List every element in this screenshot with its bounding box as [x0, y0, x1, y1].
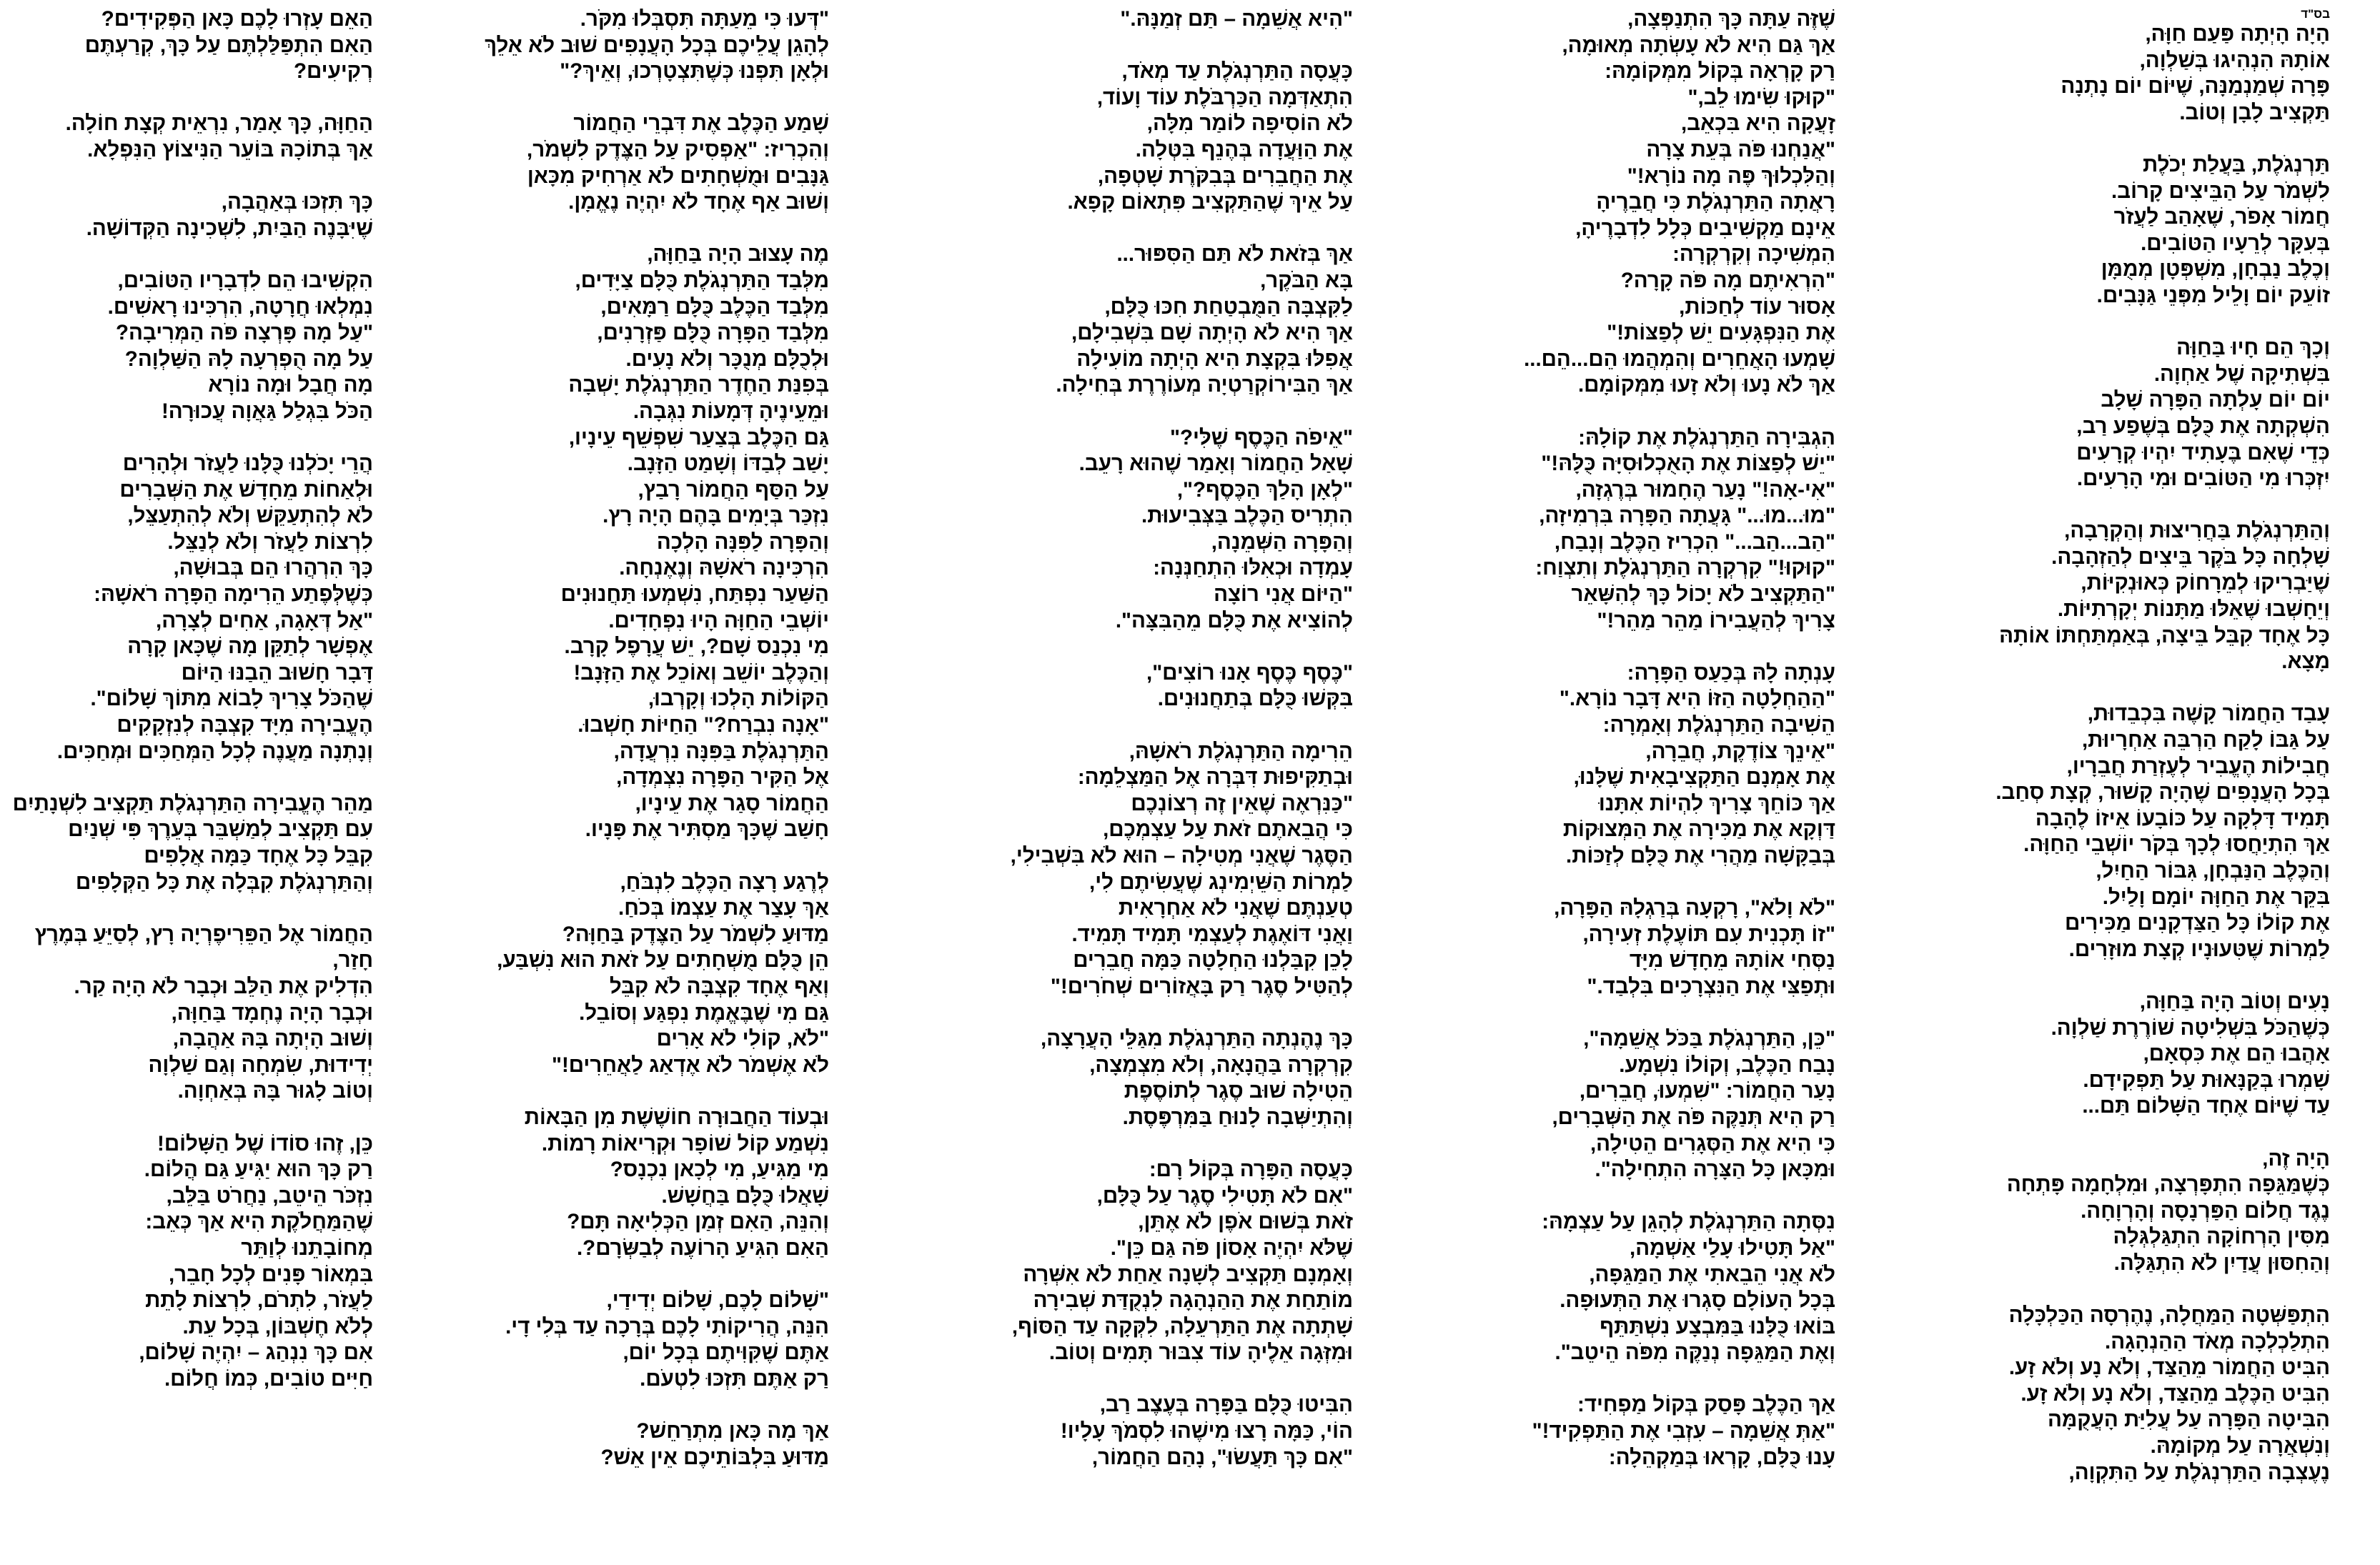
poem-line: עַל הַסַּף הַחֲמוֹר רָבַץ,: [638, 477, 829, 502]
poem-line: מִסִּין הָרְחוֹקָה הִתְגַּלְגְּלָה: [2113, 1225, 2330, 1249]
poem-line: אֶל הַקִּיר הַפָּרָה נִצְמְדָה,: [616, 765, 829, 790]
poem-line: הִתְלַכְלְכָה מְאֹד הַהַנְהָגָה.: [2105, 1329, 2330, 1353]
poem-line: אַךְ גַּם הִיא לֹא עָשְׂתָה מְאוּמָה,: [1562, 33, 1835, 57]
poem-line: הִבִּיט הַחֲמוֹר מֵהַצַּד, וְלֹא נָע וְלֹא זָע.: [2008, 1356, 2330, 1380]
poem-line: הֶעֱבִירָה מִיָּד קִצְבָּה לְנִזְקָקִים: [116, 713, 373, 737]
poem-line: הַאִם הִגִּיעַ הָרוֹעֶה לְבַשְּׂרָם?.: [576, 1236, 829, 1260]
poem-line: הוֹי, כַּמָּה רָצוּ מִישֶׁהוּ לִסְמֹךְ עָלָיו!: [1060, 1419, 1353, 1444]
stanza: [1873, 989, 2330, 1120]
poem-line: "יֵשׁ לְפַצּוֹת אֶת הָאֻכְלוּסִיָּה כֻּלָּהּ!": [1541, 452, 1835, 476]
stanza: [1378, 660, 1835, 870]
poem-line: קִבֵּל כָּל אֶחָד כַּמָּה אֲלָפִים: [144, 844, 373, 868]
poem-line: הִבִּיטוּ כֻּלָּם בַּפָּרָה בְּעֶצֶב רַב,: [1099, 1393, 1353, 1417]
poem-line: רָאֲתָה הַתַּרְנְגֹלֶת כִּי חֲבֵרֶיהָ: [1596, 190, 1835, 214]
poem-line: אֶת הַוַּעֲדָה בְּהֶנֵף בִּטְּלָה.: [1135, 137, 1353, 162]
stanza: [0, 268, 373, 425]
poem-line: כָּעֲסָה הַפָּרָה בְּקוֹל רָם:: [1149, 1158, 1353, 1182]
poem-line: אֶת אָמְנָם הַתַּקְצִיבָאִית שֶׁלָּנוּ,: [1573, 765, 1835, 790]
poem-line: גַּם מִי שֶׁבֶּאֱמֶת נִפְגַּע וְסוֹבֵל.: [579, 1000, 829, 1025]
poem-line: שֶׁזֶּה עַתָּה כָּךְ הִתְנַפְּצָה,: [1627, 7, 1835, 31]
poem-line: אַךְ הִיא לֹא הָיְתָה שָׁם בִּשְׁבִילָם,: [1071, 321, 1353, 345]
poem-line: "קוּקוּ!" קִרְקְרָה הַתַּרְנְגֹלֶת וְתִצְוַח:: [1535, 556, 1835, 580]
poem-column-5: [0, 6, 373, 1419]
poem-line: הַתַּרְנְגֹלֶת בַּפִּנָּה נִרְעֲדָה,: [613, 739, 829, 763]
stanza: [329, 1288, 829, 1392]
poem-line: "לֹא וָלֹא", רָקְעָה בְּרַגְלָהּ הַפָּרָה,: [1554, 896, 1835, 920]
poem-line: מִלְּבַד הַפָּרָה כֻּלָּם פַּזְרָנִים,: [597, 321, 829, 345]
poem-line: שֶׁהַכֹּל צָרִיךְ לָבוֹא מִתּוֹךְ שָׁלוֹם".: [90, 687, 373, 711]
poem-line: וְהַפָּרָה לַפִּנָּה הָלְכָה: [656, 530, 829, 554]
poem-line: הֵשִׁיבָה הַתַּרְנְגֹלֶת וְאָמְרָה:: [1602, 713, 1835, 737]
poem-column-2: [1378, 6, 1835, 1497]
poem-line: בִּמְאוֹר פָּנִים לְכָל חָבֵר,: [168, 1262, 373, 1286]
stanza: [881, 660, 1353, 712]
poem-line: וּמֵעֵינֶיהָ דְּמָעוֹת נִגְּבָה.: [633, 399, 829, 423]
poem-line: וְאַף אֶחָד קִצְבָּה לֹא קִבֵּל: [609, 974, 829, 998]
poem-line: "אָנָה נִבְרַח?" הַחַיּוֹת חָשְׁבוּ.: [577, 713, 829, 737]
stanza: [881, 59, 1353, 216]
poem-line: הִתְרִיס הַכֶּלֶב בַּצְּבִיעוּת.: [1141, 504, 1353, 528]
poem-line: מִי נִכְנַס שָׁם?, יֵשׁ עֲרָפֶל קָרָב.: [564, 635, 829, 659]
poem-line: "הַהַחְלָטָה הַזּוֹ הִיא דָּבָר נוֹרָא.": [1559, 687, 1835, 711]
poem-line: כְּדֵי שֶׁאִם בֶּעָתִיד יִהְיוּ קְרָעִים: [2076, 440, 2330, 464]
poem-line: הֵן כֻּלָּם מֻשְׁחָתִים עַל זֹאת הוּא נִשְׁבַּע,: [497, 948, 829, 973]
poem-line: הִמְשִׁיכָה וְקִרְקְרָה:: [1672, 242, 1835, 267]
poem-line: וְהַפָּרָה הַשְּׁמֵנָה,: [1211, 530, 1353, 554]
poem-line: לְהַטִּיל סֶגֶר רַק בָּאֲזוֹרִים שְׁחֹרִים!": [1050, 974, 1353, 998]
poem-line: "מוּ...מוּ..." גָּעֲתָה הַפָּרָה בִּרְמִיזָה,: [1539, 504, 1835, 528]
poem-line: אֵינָם מַקְשִׁיבִים כְּלָל לִדְבָרֶיהָ,: [1575, 216, 1835, 240]
poem-line: הַקּוֹלוֹת הָלְכוּ וְקָרְבוּ,: [648, 687, 829, 711]
poem-line: שָׁלְחָה כָּל בֹּקֶר בֵּיצִים לְהַזְהָבָה.: [2051, 545, 2330, 569]
poem-line: "אֵיפֹה הַכֶּסֶף שֶׁלִּי?": [1170, 425, 1353, 449]
poem-line: הַכֹּל בִּגְלַל גַּאֲוָה עֲכוּרָה!: [161, 399, 373, 423]
poem-line: "קוּקוּ שִׂימוּ לֵב,": [1687, 85, 1835, 109]
poem-line: אַךְ הַכֶּלֶב פָּסַק בְּקוֹל מַפְחִיד:: [1577, 1393, 1835, 1417]
poem-line: בְּבַקָּשָׁה מַהֲרִי אֶת כֻּלָּם לְזַכּוֹת.: [1566, 844, 1835, 868]
poem-line: וְטוֹב לָגוּר בָּהּ בְּאַחְוָה.: [177, 1079, 373, 1103]
poem-line: "אִי-אָה!" נָעַר הֶחָמוּר בְּרֶגְזָה,: [1575, 477, 1835, 502]
poem-line: אֶפְשָׁר לְתַקֵּן מָה שֶׁכָּאן קָרָה: [127, 635, 373, 659]
stanza: [1873, 21, 2330, 126]
poem-line: וְהַחִסּוּן עֲדַיִן לֹא הִתְגַּלָּה.: [2113, 1251, 2330, 1275]
poem-line: שָׁמְרוּ בְּקַנָּאוּת עַל תַּפְקִידָם.: [2083, 1068, 2330, 1092]
poem-line: הַאֵם עָזְרוּ לָכֶם כָּאן הַפְּקִידִים?: [101, 7, 373, 31]
poem-line: כִּי הִיא אֶת הַסְּגָרִים הֵטִילָה,: [1590, 1131, 1835, 1156]
stanza: [881, 425, 1353, 635]
poem-line: בִּקְּשׁוּ כֻּלָּם בְּתַחֲנוּנִים.: [1157, 687, 1353, 711]
poem-line: נִמְלְאוּ חֲרָטָה, הִרְכִּינוּ רָאשִׁים.: [107, 294, 373, 319]
poem-line: שָׁמְעוּ הָאֲחֵרִים וְהִמְהֲמוּ הֵם...הֵם...: [1524, 347, 1835, 371]
poem-line: וְהַלִּכְלוּךְ פֶּה מָה נוֹרָא!": [1627, 164, 1835, 188]
poem-line: "אִם כָּךְ תַּעֲשׂוּ", נָהַם הַחֲמוֹר,: [1091, 1445, 1353, 1469]
poem-line: אַתֶּם שֶׁקִּוִּיתֶם בְּכָל יוֹם,: [623, 1341, 829, 1365]
stanza: [329, 6, 829, 85]
poem-line: וְהִכְרִיז: "אַפְסִיק עַל הַצֶּדֶק לִשְׁמֹר,: [527, 137, 829, 162]
poem-line: וְיֵחָשְׁבוּ שֶׁאֵלּוּ מַתָּנוֹת יְקָרְתִיּוֹת.: [2057, 597, 2330, 622]
poem-line: וַאֲנִי דּוֹאֶגֶת לְעַצְמִי תָּמִיד תָּמִיד.: [1071, 922, 1353, 946]
poem-line: דָּבָר חָשׁוּב הֵבַנּוּ הַיּוֹם: [181, 660, 373, 685]
poem-line: בְּכָל הָעוֹלָם סָגְרוּ אֶת הַתְּעוּפָה.: [1560, 1288, 1835, 1313]
poem-line: הֲרֵי יָכֹלְנוּ כֻּלָּנוּ לַעֲזֹר וּלְהָרִים: [122, 452, 373, 476]
poem-line: וְהִנֵּה, הַאִם זְמַן הַכְּלִיאָה תָּם?: [567, 1210, 829, 1234]
poem-line: "כֶּסֶף כֶּסֶף אָנוּ רוֹצִים",: [1146, 660, 1353, 685]
poem-line: הִתְאַדְּמָה הַכַּרְבֹּלֶת עוֹד וָעוֹד,: [1096, 85, 1353, 109]
poem-line: אַךְ הִתְיַחֲסוּ לְכָךְ בְּקֹר יוֹשְׁבֵי הַחַוָּה.: [2023, 833, 2330, 857]
poem-line: תַּקְצִיב לָבָן וְטוֹב.: [2179, 100, 2330, 124]
poem-line: רַק כָּךְ הוּא יַגִּיעַ גַּם הֲלוֹם.: [144, 1158, 373, 1182]
poem-line: הֵטִילָה שׁוּב סֶגֶר לְתוֹסֶפֶת: [1124, 1079, 1353, 1103]
poem-line: מֶה עָצוּב הָיָה בַּחַוָּה,: [647, 242, 829, 267]
poem-line: זָעֲקָה הִיא בִּכְאֵב,: [1681, 111, 1835, 136]
poem-line: הֵרִימָה הַתַּרְנְגֹלֶת רֹאשָׁהּ,: [1129, 739, 1353, 763]
poem-line: בְּעִקָּר לְרֵעָיו הַטּוֹבִים.: [2141, 231, 2330, 255]
poem-line: כְּשֶׁהַכֹּל בִּשְׁלִיטָה שׁוֹרֶרֶת שַׁלְוָה.: [2051, 1015, 2330, 1040]
poem-line: שֶׁהַמַּחֲלֹקֶת הִיא אַךְ כְּאֵב:: [145, 1210, 373, 1234]
poem-line: "לֹא, קוֹלִי לֹא אָרִים: [656, 1027, 829, 1051]
poem-line: יָשַׁב לְבַדּוֹ וְשָׁמַט הַזָּנָב.: [627, 452, 829, 476]
poem-line: מִלְּבַד הַכֶּלֶב כֻּלָּם רַמָּאִים,: [600, 294, 829, 319]
poem-line: שָׁמַע הַכֶּלֶב אֶת דִּבְרֵי הַחֲמוֹר: [573, 111, 829, 136]
poem-line: לָכֵן קִבַּלְנוּ הַחְלָטָה כַּמָּה חֲבֵרִים: [1073, 948, 1353, 973]
poem-line: דַּוְקָא אֶת מַכִּירָה אֶת הַמְּצוּקוֹת: [1562, 818, 1835, 842]
header-mark: בס"ד: [2301, 7, 2330, 21]
poem-line: לֹא אֲנִי הֵבֵאתִי אֶת הַמַּגֵּפָה,: [1589, 1262, 1835, 1286]
poem-line: בִּקֵּר אֶת הַחַוָּה יוֹמָם וָלַיִל.: [2102, 885, 2330, 909]
poem-line: יוֹם יוֹם עָלְתָה הַפָּרָה שָׁלָב: [2101, 388, 2330, 412]
poem-line: וּכְבָר הָיָה נֶחְמָד בַּחַוָּה,: [171, 1000, 373, 1025]
poem-line: "הִרְאִיתֶם מָה פֹּה קָרָה?: [1620, 268, 1835, 292]
poem-line: חֲמוֹר אָפֹר, שֶׁאָהַב לַעֲזֹר: [2113, 205, 2330, 229]
poem-line: אַךְ בְּתוֹכָהּ בּוֹעֵר הַנִּיצוֹץ הַנִּפְלָא.: [87, 137, 373, 162]
poem-line: לֹא אֶשְׁמֹר לֹא אֶדְאַג לַאֲחֵרִים!": [551, 1053, 829, 1077]
poem-line: זֹאת בְּשׁוּם אֹפֶן לֹא אֶתֵּן,: [1138, 1210, 1353, 1234]
poem-line: מַדּוּעַ לִשְׁמֹר עַל הַצֶּדֶק בַּחַוָּה?: [562, 922, 829, 946]
stanza: [1378, 1026, 1835, 1183]
stanza: [329, 242, 829, 843]
stanza: [1873, 1303, 2330, 1486]
poem-line: זוֹעֵק יוֹם וָלֵיל מִפְּנֵי גַּנָּבִים.: [2096, 283, 2330, 307]
poem-line: הִשְׁקְתָה אֶת כֻּלָּם בְּשֶׁפַע רַב,: [2076, 414, 2330, 438]
stanza: [881, 242, 1353, 399]
stanza: [1378, 6, 1835, 399]
poem-line: שֶׁיַּבְרִיקוּ לְמֵרָחוֹק כְּאוּנְקִיּוֹת,: [2081, 571, 2330, 595]
poem-line: שָׁאֲלוּ כֻּלָּם בַּחֲשָׁשׁ.: [661, 1183, 829, 1208]
poem-line: "לְאָן הָלַךְ הַכֶּסֶף?",: [1176, 477, 1353, 502]
poem-line: הִבִּיט הַכֶּלֶב מֵהַצַּד, וְלֹא נָע וְלֹא זָע.: [2020, 1381, 2330, 1406]
poem-line: עַל גַּבּוֹ לָקַח הַרְבֵּה אַחְרָיוּת,: [2081, 728, 2330, 752]
poem-line: מַדּוּעַ בִּלְבּוֹתֵיכֶם אֵין אֵשׁ?: [600, 1445, 829, 1469]
poem-line: אָסוּר עוֹד לְחַכּוֹת,: [1679, 294, 1835, 319]
poem-line: וּבְעוֹד הַחֲבוּרָה חוֹשֶׁשֶׁת מִן הַבָּאוֹת: [524, 1105, 829, 1129]
poem-line: עָנְתָה לָהּ בְּכַעַס הַפָּרָה:: [1627, 660, 1835, 685]
poem-line: אַךְ כּוֹחֵךְ צָרִיךְ לִהְיוֹת אִתָּנוּ: [1598, 791, 1835, 815]
poem-line: עִם תַּקְצִיב לְמַשְׁבֵּר בְּעֵרֶךְ פִּי שְׁנַיִם: [68, 818, 373, 842]
poem-line: נָבַח הַכֶּלֶב, וְקוֹלוֹ נִשְׁמָע.: [1619, 1053, 1835, 1077]
poem-line: בְּפִנַּת הַחֶדֶר הַתַּרְנְגֹלֶת יָשְׁבָה: [568, 373, 829, 397]
poem-line: רַק קָרְאָה בְּקוֹל מִמְּקוֹמָהּ:: [1605, 59, 1835, 84]
poem-line: הִבִּיטָה הַפָּרָה עַל עֲלִיַּת הָעֲקֻמָּה: [2047, 1408, 2330, 1432]
poem-line: הַשַּׁעַר נִפְתַּח, נִשְׁמְעוּ תַּחֲנוּנִים: [560, 582, 829, 607]
stanza: [881, 739, 1353, 1000]
stanza: [0, 791, 373, 895]
poem-line: כָּעֲסָה הַתַּרְנְגֹלֶת עַד מְאֹד,: [1121, 59, 1353, 84]
poem-line: נֶעֶצְבָה הַתַּרְנְגֹלֶת עַל הַתִּקְוָה,: [2068, 1460, 2330, 1484]
poem-line: שֶׁלֹּא יִהְיֶה אָסוֹן פֹּה גַּם כֵּן".: [1110, 1236, 1353, 1260]
poem-line: וְהַתַּרְנְגֹלֶת בַּחֲרִיצוּת וְהַקְרָבָה,: [2064, 519, 2330, 543]
poem-line: שֶׁיִּבָּנֶה הַבַּיִת, לִשְׁכִינָה הַקְּדוֹשָׁה.: [86, 216, 373, 240]
poem-line: "אַל תָּטִילוּ עָלַי אַשְׁמָה,: [1630, 1236, 1835, 1260]
poem-line: אִם כָּךְ נִנְהַג – יִהְיֶה שָׁלוֹם,: [139, 1341, 373, 1365]
poem-line: טְעַנְתֶּם שֶׁאֲנִי לֹא אַחְרָאִית: [1118, 896, 1353, 920]
poem-line: הִגְבִּירָה הַתַּרְנְגֹלֶת אֶת קוֹלָהּ:: [1578, 425, 1835, 449]
poem-line: כָּךְ נֶהֶנְתָה הַתַּרְנְגֹלֶת מִגַּלֵּי הָעֲרָצָה,: [1041, 1027, 1353, 1051]
poem-line: אַךְ הַבִּירוֹקְרַטְיָה מְעוֹרֶרֶת בְּחִילָה.: [1056, 373, 1353, 397]
poem-line: אָהֲבוּ הֵם אֶת כִּסְאָם,: [2143, 1042, 2330, 1066]
poem-line: וּלְאָן תִּפְנוּ כְּשֶׁתִּצְטָרְכוּ, וְאֵיךְ?": [560, 59, 829, 84]
poem-line: כֵּן, זֶהוּ סוֹדוֹ שֶׁל הַשָּׁלוֹם!: [157, 1131, 373, 1156]
stanza: [1378, 425, 1835, 635]
poem-line: עַל מָה הֻפְרְעָה לָהּ הַשַּׁלְוָה?: [124, 347, 373, 371]
poem-line: נִשְׁמַע קוֹל שׁוֹפָר וּקְרִיאוֹת רָמוֹת.: [541, 1131, 829, 1156]
poem-line: נַסְּחִי אוֹתָהּ מֵחָדָשׁ מִיָּד: [1629, 948, 1835, 973]
poem-line: הִתְפַּשְּׁטָה הַמַּחֲלָה, נֶהֶרְסָה הַכַּלְכָּלָה: [2008, 1303, 2330, 1328]
poem-line: לְהָגֵן עֲלֵיכֶם בְּכָל הָעֲנָפִים שׁוּב לֹא אֵלֵךְ: [485, 33, 829, 57]
poem-line: בְּכָל הָעֲנָפִים שֶׁהָיָה קָשׁוּר, קְצָת סְחַב.: [1995, 780, 2330, 805]
poem-line: אוֹתָהּ הִנְהִיגוּ בְּשַׁלְוָה,: [2139, 48, 2330, 72]
poem-line: מוֹתַחַת אֶת הַהַנְהָגָה לִנְקֻדַּת שְׁבִירָה: [1033, 1288, 1353, 1313]
poem-line: לְרֶגַע רָצָה הַכֶּלֶב לִנְבֹּחַ,: [620, 870, 829, 894]
stanza: [1378, 1209, 1835, 1366]
poem-column-3: [881, 6, 1353, 1497]
poem-line: אַךְ בְּזֹאת לֹא תַּם הַסִּפּוּר...: [1116, 242, 1353, 267]
poem-line: וְהַכֶּלֶב הַנַּבְחָן, גִּבּוֹר הַחַיִל,: [2096, 859, 2330, 883]
stanza: [0, 189, 373, 242]
poem-line: בִּשְׁתִיקָה שֶׁל אַחְוָה.: [2153, 362, 2330, 386]
stanza: [1378, 1392, 1835, 1471]
poem-line: וְאֶת הַמַּגֵּפָה נְנַקֶּה מִפֹּה הֵיטֵב".: [1555, 1341, 1835, 1365]
poem-line: כָּךְ הִרְהֲרוּ הֵם בְּבוּשָׁה,: [173, 556, 373, 580]
poem-line: הִקְשִׁיבוּ הֵם לִדְבָרָיו הַטּוֹבִים,: [117, 268, 373, 292]
poem-line: רַק הִיא תְּנַקֶּה פֹּה אֶת הַשְּׁבָרִים,: [1552, 1105, 1835, 1129]
stanza: [1873, 1146, 2330, 1277]
stanza: [1873, 701, 2330, 963]
stanza: [1873, 335, 2330, 492]
poem-line: "הַתַּקְצִיב לֹא יָכוֹל כָּךְ לְהִשָּׁאֵר: [1571, 582, 1835, 607]
poem-line: "כַּנִּרְאֶה שֶׁאֵין זֶה רְצוֹנְכֶם: [1131, 791, 1353, 815]
poem-line: כְּשֶׁלְּפֶתַע הֵרִימָה הַפָּרָה רֹאשָׁהּ:: [94, 582, 373, 607]
poem-line: וּמִכָּאן כָּל הַצָּרָה הִתְחִילָה".: [1595, 1158, 1835, 1182]
poem-line: בּוֹאוּ כֻּלָּנוּ בַּמִּבְצָע נִשְׁתַּתֵּף: [1600, 1314, 1835, 1338]
poem-line: וְהִתְיַשְּׁבָה לָנוּחַ בַּמִּרְפֶּסֶת.: [1122, 1105, 1353, 1129]
poem-line: בָּא הַבֹּקֶר,: [1260, 268, 1353, 292]
poem-line: עַד שֶׁיּוֹם אֶחָד הַשָּׁלוֹם תַּם...: [2082, 1094, 2330, 1118]
poem-line: וְשׁוּב הָיְתָה בָּהּ אַהֲבָה,: [172, 1027, 373, 1051]
stanza: [329, 1419, 829, 1471]
stanza: [0, 1131, 373, 1393]
poem-line: הַחֲמוֹר אֶל הַפֵּרִיפֶרְיָה רָץ, לְסַיֵּעַ בְּמֶרֶץ: [34, 922, 373, 946]
poem-line: יוֹשְׁבֵי הַחַוָּה הָיוּ נִפְחָדִים.: [608, 608, 829, 632]
stanza: [881, 1026, 1353, 1131]
poem-column-4: [329, 6, 829, 1497]
poem-line: "אֲנַחְנוּ פֹּה בְּעֵת צָרָה: [1646, 137, 1835, 162]
poem-line: "הִיא אֲשֵׁמָה – תַּם זְמַנָּהּ.": [1120, 7, 1353, 31]
poem-line: הַחַוָּה, כָּךְ אָמַר, נִרְאֵית קְצָת חוֹלָה.: [65, 111, 373, 136]
stanza: [881, 1157, 1353, 1366]
poem-line: וְנָתְנָה מַעֲנֶה לְכָל הַמְּחַכִּים וּמְחַכִּים.: [56, 739, 373, 763]
poem-line: לְלֹא חֶשְׁבּוֹן, בְּכָל עֵת.: [182, 1314, 373, 1338]
poem-line: הַסֶּגֶר שֶׁאֲנִי מְטִילָה – הוּא לֹא בִּשְׁבִילִי,: [1010, 844, 1353, 868]
poem-line: נִזְכֹּר הֵיטֵב, נַחֲרֹט בַּלֵּב,: [166, 1183, 373, 1208]
poem-line: עַל אֵיךְ שֶׁהַתַּקְצִיב פִּתְאוֹם קָפָא.: [1067, 190, 1353, 214]
poem-line: חָשַׁב שֶׁכָּךְ מַסְתִּיר אֶת פָּנָיו.: [585, 818, 829, 842]
poem-line: אַךְ עָצַר אֶת עַצְמוֹ בְּכֹחַ.: [618, 896, 829, 920]
poem-line: מָה חֲבָל וּמָה נוֹרָא: [208, 373, 373, 397]
stanza: [1378, 895, 1835, 1000]
poem-line: עָמְדָה וּכְאִלּוּ הִתְחַנְּנָה:: [1153, 556, 1353, 580]
poem-line: וּתְפַצִּי אֶת הַנִּצְרָכִים בִּלְבַד.": [1587, 974, 1835, 998]
poem-line: אֲפִלּוּ בִּקְצָת הִיא הָיְתָה מוֹעִילָה: [1076, 347, 1353, 371]
stanza: [0, 6, 373, 85]
poem-line: הָיָה זֶה,: [2262, 1146, 2330, 1171]
poem-line: אַךְ לֹא נָעוּ וְלֹא זָעוּ מִמְּקוֹמָם.: [1577, 373, 1835, 397]
poem-line: וּלְכֻלָּם מְנֻכָּר וְלֹא נָעִים.: [625, 347, 829, 371]
poem-line: "הַב...הַב..." הִכְרִיז הַכֶּלֶב וְנָבַח,: [1554, 530, 1835, 554]
poem-line: לַמְרוֹת הַשֵּׁיְמִינְג שֶׁעֲשִׂיתֶם לִי,: [1089, 870, 1353, 894]
poem-line: נֶגֶד חֲלוֹם הַפַּרְנָסָה וְהָרְוָחָה.: [2081, 1198, 2330, 1223]
poem-line: וְהַתַּרְנְגֹלֶת קִבְּלָה אֶת כָּל הַקְּלָפִים: [75, 870, 373, 894]
stanza: [329, 111, 829, 215]
poem-line: קִרְקְרָה בַּהֲנָאָה, וְלֹא מִצְמְצָה,: [1089, 1053, 1353, 1077]
poem-line: "אֵינֵךְ צוֹדֶקֶת, חֲבֵרָה,: [1645, 739, 1835, 763]
poem-line: כָּךְ תִּזְכּוּ בְּאַהֲבָה,: [221, 190, 373, 214]
poem-line: לִרְצוֹת לַעֲזֹר וְלֹא לְנַצֵּל.: [167, 530, 373, 554]
poem-line: "כֵּן, הַתַּרְנְגֹלֶת בַּכֹּל אֲשֵׁמָה",: [1583, 1027, 1835, 1051]
poem-line: וְנִשְׁאֲרָה עַל מְקוֹמָהּ.: [2150, 1434, 2330, 1459]
poem-line: הַחֲמוֹר סָגַר אֶת עֵינָיו,: [635, 791, 829, 815]
poem-line: שָׁאַל הַחֲמוֹר וְאָמַר שֶׁהוּא רָעֵב.: [1079, 452, 1353, 476]
poem-line: "עַל מָה פָּרְצָה פֹּה הַמְּרִיבָה?: [115, 321, 373, 345]
poem-line: לִשְׁמֹר עַל הַבֵּיצִים קָרוֹב.: [2111, 179, 2330, 203]
poem-line: וְאָמְנָם תַּקְצִיב לְשָׁנָה אַחַת לֹא אִשְּׁרָה: [1023, 1262, 1353, 1286]
poem-line: "שָׁלוֹם לָכֶם, שָׁלוֹם יְדִידַי,: [606, 1288, 829, 1313]
poem-line: אֶת הַנִּפְגָּעִים יֵשׁ לְפַצּוֹת!": [1607, 321, 1835, 345]
poem-line: "זוֹ תָּכְנִית עִם תּוֹעֶלֶת זְעִירָה,: [1582, 922, 1835, 946]
poem-line: מַהֵר הֶעֱבִירָה הַתַּרְנְגֹלֶת תַּקְצִיב לִשְׁנָתַיִם: [12, 791, 373, 815]
poem-line: חַיִּים טוֹבִים, כְּמוֹ חֲלוֹם.: [164, 1366, 373, 1391]
poem-line: מְחוֹבָתֵנוּ לְוַתֵּר: [241, 1236, 373, 1260]
poem-line: כִּי הֲבֵאתֶם זֹאת עַל עַצְמְכֶם,: [1103, 818, 1353, 842]
poem-line: "אִם לֹא תָּטִילִי סֶגֶר עַל כֻּלָּם,: [1096, 1183, 1353, 1208]
poem-line: יְדִידוּת, שִׂמְחָה וְגַם שַׁלְוָה: [148, 1053, 373, 1077]
poem-line: הִרְכִּינָה רֹאשָׁהּ וְנֶאֶנְחָה.: [619, 556, 829, 580]
poem-line: נִסְּתָה הַתַּרְנְגֹלֶת לְהָגֵן עַל עַצְמָהּ:: [1542, 1210, 1835, 1234]
poem-line: וְכָךְ הֵם חָיוּ בַּחַוָּה: [2176, 336, 2330, 360]
poem-line: חֲבִילוֹת הֶעֱבִיר לְעֶזְרַת חֲבֵרָיו,: [2066, 754, 2330, 778]
poem-line: כָּל אֶחָד קִבֵּל בֵּיצָה, בְּאַמְתַּחְתּוֹ אוֹתָהּ: [1999, 623, 2330, 647]
poem-line: תָּמִיד דָּלְקָה עַל כּוֹבָעוֹ אֵיזוֹ לֶהָבָה: [2035, 806, 2330, 830]
poem-line: פָּרָה שְׁמַנְמַנָּה, שֶׁיּוֹם יוֹם נָתְנָה: [2061, 74, 2330, 99]
stanza: [881, 6, 1353, 33]
poem-line: מִלְּבַד הַתַּרְנְגֹלֶת כֻּלָּם צַיָּדִים,: [575, 268, 829, 292]
poem-line: הָיָה הָיְתָה פַּעַם חַוָּה,: [2145, 22, 2330, 46]
poem-line: לַעֲזֹר, לִתְרֹם, לִרְצוֹת לָתֵת: [145, 1288, 373, 1313]
poem-line: לַמְרוֹת שֶׁטִּעוּנָיו קְצָת מוּזָרִים.: [2068, 937, 2330, 961]
stanza: [329, 1105, 829, 1262]
poem-line: "הַיּוֹם אֲנִי רוֹצָה: [1214, 582, 1353, 607]
poem-line: אַךְ מָה כָּאן מִתְרַחֵשׁ?: [636, 1419, 829, 1444]
poem-line: וְכֶלֶב נַבְחָן, מִשְׁפְּטָן מְמֻמָּן: [2101, 257, 2330, 282]
poem-line: נָעַר הַחֲמוֹר: "שִׁמְעוּ, חֲבֵרִים,: [1579, 1079, 1835, 1103]
poem-line: הַאִם הִתְפַּלַּלְתֶּם עַל כָּךְ, קְרַעְתֶּם: [84, 33, 373, 57]
poem-line: עָנוּ כֻּלָּם, קָרְאוּ בְּמַקְהֵלָה:: [1608, 1445, 1835, 1469]
stanza: [1873, 152, 2330, 309]
poem-line: נָעִים וְטוֹב הָיָה בַּחַוָּה,: [2139, 989, 2330, 1013]
poem-line: לֹא הוֹסִיפָה לוֹמַר מִלָּה,: [1146, 111, 1353, 136]
poem-line: וְשׁוּב אַף אֶחָד לֹא יִהְיֶה נֶאֱמָן.: [568, 190, 829, 214]
poem-line: וּבְתַקִּיפוּת דִּבְּרָה אֶל הַמַּצְלֵמָה:: [1077, 765, 1353, 790]
poem-line: יִזְכְּרוּ מִי הַטּוֹבִים וּמִי הָרָעִים.: [2076, 467, 2330, 491]
poem-line: מִי מַגִּיעַ, מִי לְכָאן נִכְנָס?: [610, 1158, 829, 1182]
stanza: [0, 451, 373, 765]
poem-column-1: [1873, 21, 2330, 1512]
poem-line: הִנֵּה, הֲרִיקוֹתִי לָכֶם בְּרָכָה עַד בְּלִי דָי.: [505, 1314, 829, 1338]
poem-line: אֶת הַחֲבֵרִים בְּבִקֹּרֶת שָׁטְפָה,: [1097, 164, 1353, 188]
poem-line: "אַתְּ אֲשֵׁמָה – עִזְבִי אֶת הַתַּפְקִיד!": [1532, 1419, 1835, 1444]
poem-line: וּמִזְּגָה אֵלֶיהָ עוֹד צִבּוּר תָּמִים וְטוֹב.: [1048, 1341, 1353, 1365]
poem-line: חָזַר,: [332, 948, 373, 973]
stanza: [881, 1392, 1353, 1471]
stanza: [0, 111, 373, 163]
poem-line: הִדְלִיק אֶת הַלֵּב וּכְבָר לֹא הָיָה קַר.: [74, 974, 373, 998]
poem-line: לְהוֹצִיא אֶת כֻּלָּם מֵהַבִּצָּה".: [1115, 608, 1353, 632]
poem-line: וְהַכֶּלֶב יוֹשֵׁב וְאוֹכֵל אֶת הַזָּנָב!: [573, 660, 829, 685]
poem-line: רַק אַתֶּם תִּזְכּוּ לִטְעֹם.: [640, 1366, 829, 1391]
poem-line: שָׁתְתָה אֶת הַתַּרְעֵלָה, לִקְּקָה עַד הַסּוֹף,: [1011, 1314, 1353, 1338]
poem-line: "דְּעוּ כִּי מֵעַתָּה תִּסְבְּלוּ מִקֹּר.: [580, 7, 829, 31]
poem-line: "אַל דְּאָגָה, אַחִים לְצָרָה,: [156, 608, 373, 632]
poem-line: נִזְכַּר בְּיָמִים בָּהֶם הָיָה רָץ.: [603, 504, 829, 528]
poem-line: גַּם הַכֶּלֶב בְּצַעַר שִׁפְשֵׁף עֵינָיו,: [568, 425, 829, 449]
stanza: [329, 870, 829, 1079]
poem-line: עָבַד הַחֲמוֹר קָשֶׁה בִּכְבֵדוּת,: [2087, 702, 2330, 726]
poem-line: מָצָא.: [2281, 650, 2330, 674]
poem-line: לֹא לְהִתְעַקֵּשׁ וְלֹא לְהִתְעַצֵּל,: [127, 504, 373, 528]
poem-line: גַּנָּבִים וּמֻשְׁחָתִים לֹא אַרְחִיק מִכָּאן: [527, 164, 829, 188]
poem-line: צָרִיךְ לְהַעֲבִירוֹ מַהֵר מַהֵר!": [1597, 608, 1835, 632]
stanza: [1873, 518, 2330, 675]
stanza: [0, 922, 373, 1105]
poem-line: רְקִיעִים?: [294, 59, 373, 84]
poem-line: לַקִּצְבָּה הַמֻּבְטַחַת חִכּוּ כֻּלָּם,: [1104, 294, 1353, 319]
poem-line: תַּרְנְגֹלֶת, בַּעֲלַת יְכֹלֶת: [2143, 152, 2330, 177]
poem-line: כְּשֶׁמַּגֵּפָה הִתְפָּרְצָה, וּמִלְחָמָה פָּתְחָה: [2006, 1173, 2330, 1197]
poem-line: וּלְאַחוֹת מֵחָדָשׁ אֶת הַשְּׁבָרִים: [119, 477, 373, 502]
poem-line: אֶת קוֹלוֹ כָּל הַצַּדְקָנִים מַכִּירִים: [2064, 911, 2330, 935]
